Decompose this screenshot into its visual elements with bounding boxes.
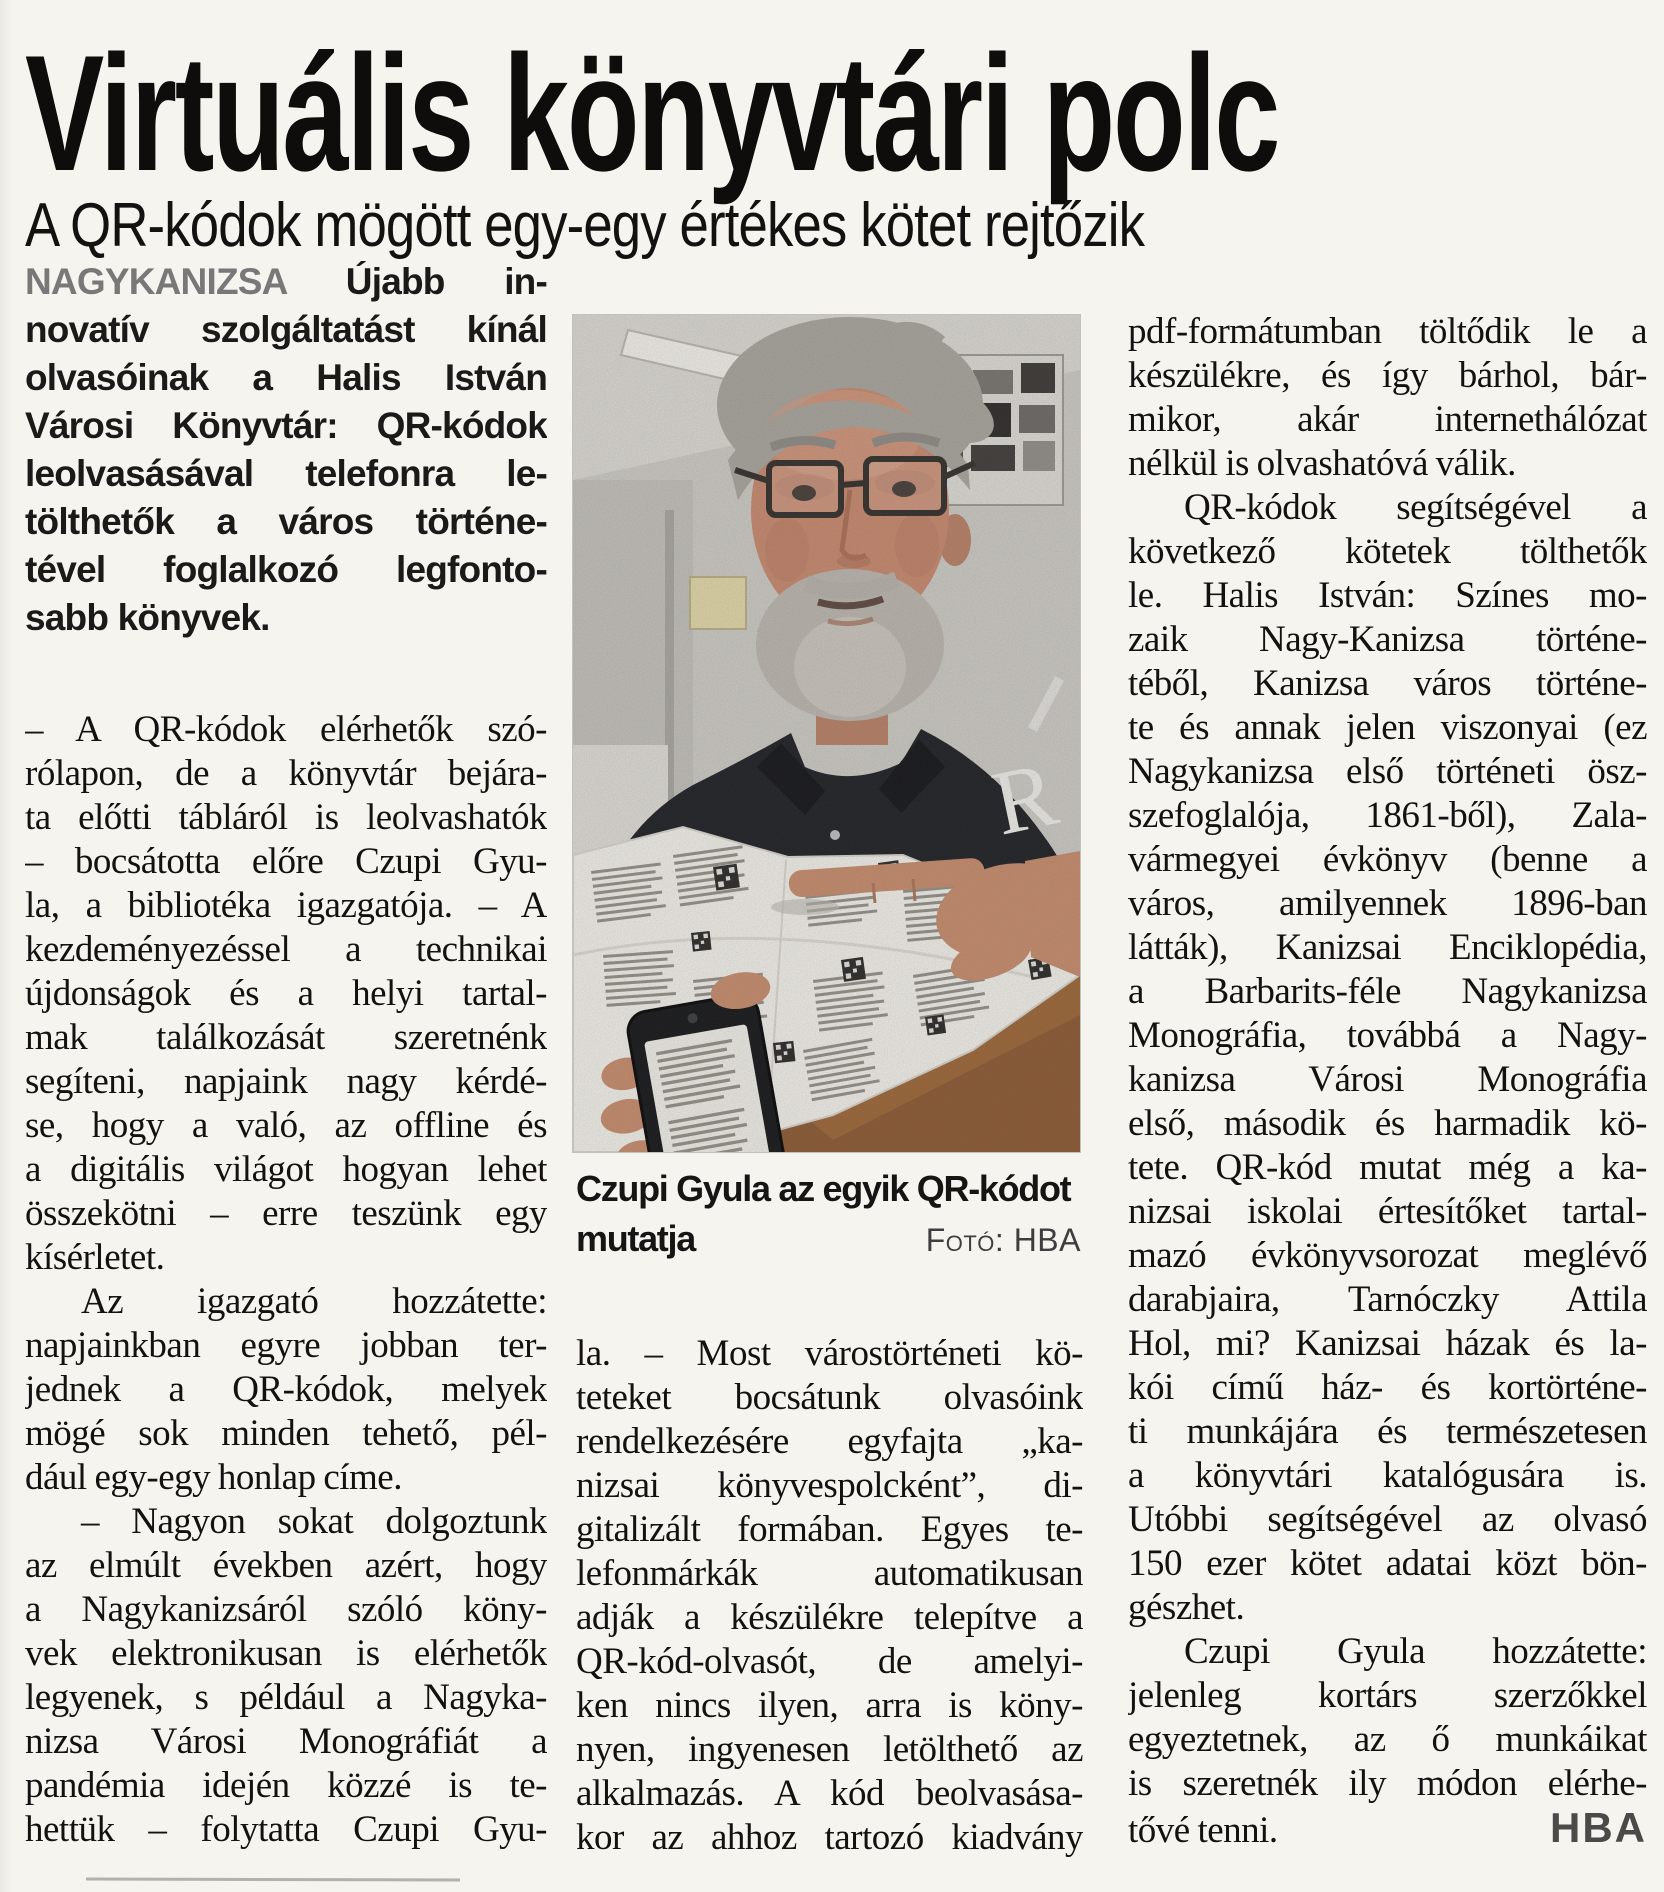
body-line: kezdeményezéssel a technikai — [25, 929, 547, 970]
body-line: szefoglalója, 1861-ből), Zala- — [1128, 795, 1647, 836]
body-line: – Nagyon sokat dolgoztunk — [81, 1501, 547, 1542]
body-line: nyen, ingyenesen letölthető az — [576, 1729, 1083, 1770]
body-line: novatív szolgáltatást kínál — [25, 309, 547, 350]
body-line: kói című ház- és kortörténe- — [1128, 1367, 1647, 1408]
body-line: rólapon, de a könyvtár bejára- — [25, 753, 547, 794]
body-line: Nagykanizsa első történeti ösz- — [1128, 751, 1647, 792]
body-line: jelenleg kortárs szerzőkkel — [1128, 1675, 1647, 1716]
column-3 — [1128, 310, 1647, 1880]
body-line: nizsai iskolai értesítőket tartal- — [1128, 1191, 1647, 1232]
body-line: leolvasásával telefonra le- — [25, 453, 547, 494]
body-line: kísérletet. — [25, 1237, 165, 1278]
body-line: darabjaira, Tarnóczky Attila — [1128, 1279, 1647, 1320]
body-line: mazó évkönyvsorozat meglévő — [1128, 1235, 1647, 1276]
paragraph — [576, 1332, 1083, 1860]
subheadline — [25, 192, 1342, 260]
paragraph — [25, 1500, 547, 1852]
body-line: az elmúlt években azért, hogy — [25, 1545, 547, 1586]
body-line: pandémia idején közzé is te- — [25, 1765, 547, 1806]
body-line: sabb könyvek. — [25, 597, 270, 638]
body-line: – A QR-kódok elérhetők szó- — [25, 709, 547, 750]
body-line: tete. QR-kód mutat még a ka- — [1128, 1147, 1647, 1188]
body-line: a Barbarits-féle Nagykanizsa — [1128, 971, 1647, 1012]
body-line: a digitális világot hogyan lehet — [25, 1149, 547, 1190]
author-signature: HBA — [1550, 1804, 1647, 1851]
body-line: pdf-formátumban töltődik le a — [1128, 311, 1647, 352]
body-line: mikor, akár internethálózat — [1128, 399, 1647, 440]
paragraph — [25, 1280, 547, 1500]
body-line: kor az ahhoz tartozó kiadvány — [576, 1817, 1083, 1858]
body-line: nizsa Városi Monográfiát a — [25, 1721, 547, 1762]
body-line: vek elektronikusan is elérhetők — [25, 1633, 547, 1674]
body-line: újdonságok és a helyi tartal- — [25, 973, 547, 1014]
body-line: első, második és harmadik kö- — [1128, 1103, 1647, 1144]
body-line: összekötni – erre teszünk egy — [25, 1193, 547, 1234]
column-2 — [576, 1332, 1083, 1880]
body-line: dául egy-egy honlap címe. — [25, 1457, 402, 1498]
paragraph — [1128, 310, 1647, 486]
body-line: látták), Kanizsai Enciklopédia, — [1128, 927, 1647, 968]
body-line: Monográfia, továbbá a Nagy- — [1128, 1015, 1647, 1056]
caption-line-2-text: mutatja — [576, 1218, 695, 1259]
body-line: nizsai könyvespolcként”, di- — [576, 1465, 1083, 1506]
caption-line-1: Czupi Gyula az egyik QR-kódot — [576, 1168, 1071, 1209]
paragraph — [1128, 486, 1647, 1630]
article-photo — [573, 315, 1080, 1152]
body-line: ken nincs ilyen, arra is köny- — [576, 1685, 1083, 1726]
scan-artifact-line — [86, 1878, 460, 1882]
photo-grain-overlay — [573, 315, 1080, 1152]
body-line: gészhet. — [1128, 1587, 1245, 1628]
lede-paragraph — [25, 258, 547, 642]
body-line: mak találkozását szeretnénk — [25, 1017, 547, 1058]
body-line: is szeretnék ily módon elérhe- — [1128, 1763, 1647, 1804]
body-line: vármegyei évkönyv (benne a — [1128, 839, 1647, 880]
photo-credit: Fotó: HBA — [925, 1222, 1081, 1258]
body-line: gitalizált formában. Egyes te- — [576, 1509, 1083, 1550]
body-line: segíteni, napjaink nagy kérdé- — [25, 1061, 547, 1102]
body-line: – bocsátotta előre Czupi Gyu- — [25, 841, 547, 882]
lede-first-line-rest: Újabb in- — [345, 261, 547, 302]
body-line: ti munkájára és természetesen — [1128, 1411, 1647, 1452]
lede-first-line — [25, 258, 547, 306]
body-line: Az igazgató hozzátette: — [81, 1281, 547, 1322]
body-line: jednek a QR-kódok, melyek — [25, 1369, 547, 1410]
body-line: lefonmárkák automatikusan — [576, 1553, 1083, 1594]
body-line: teteket bocsátunk olvasóink — [576, 1377, 1083, 1418]
body-line: tével foglalkozó legfonto- — [25, 549, 547, 590]
caption-line-2 — [576, 1214, 1081, 1265]
body-line: kanizsa Városi Monográfia — [1128, 1059, 1647, 1100]
paragraph — [25, 306, 547, 642]
photo-caption — [576, 1164, 1081, 1265]
body-line: se, hogy a való, az offline és — [25, 1105, 547, 1146]
body-line: rendelkezésére egyfajta „ka- — [576, 1421, 1083, 1462]
paragraph — [25, 708, 547, 1280]
body-line: város, amilyennek 1896-ban — [1128, 883, 1647, 924]
body-line: QR-kód-olvasót, de amelyi- — [576, 1641, 1083, 1682]
body-line: a könyvtári katalógusára is. — [1128, 1455, 1647, 1496]
body-line: alkalmazás. A kód beolvasása- — [576, 1773, 1083, 1814]
body-line: ta előtti tábláról is leolvashatók — [25, 797, 547, 838]
body-line: Hol, mi? Kanizsai házak és la- — [1128, 1323, 1647, 1364]
body-line: nélkül is olvashatóvá válik. — [1128, 443, 1516, 484]
body-line: mögé sok minden tehető, pél- — [25, 1413, 547, 1454]
body-line: le. Halis István: Színes mo- — [1128, 575, 1647, 616]
body-line: hettük – folytatta Czupi Gyu- — [25, 1809, 547, 1850]
body-line: QR-kódok segítségével a — [1184, 487, 1647, 528]
column-1 — [25, 258, 547, 1872]
body-line: olvasóinak a Halis István — [25, 357, 547, 398]
body-line: la, a bibliotéka igazgatója. – A — [25, 885, 547, 926]
headline-text: Virtuális könyvtári polc — [25, 21, 1279, 206]
body-line: egyeztetnek, az ő munkáikat — [1128, 1719, 1647, 1760]
body-line: legyenek, s például a Nagyka- — [25, 1677, 547, 1718]
body-line: készülékre, és így bárhol, bár- — [1128, 355, 1647, 396]
column-1-body — [25, 708, 547, 1852]
body-line: Utóbbi segítségével az olvasó — [1128, 1499, 1647, 1540]
lede-rest — [25, 306, 547, 642]
body-line: napjainkban egyre jobban ter- — [25, 1325, 547, 1366]
body-line: adják a készülékre telepítve a — [576, 1597, 1083, 1638]
body-line: Városi Könyvtár: QR-kódok — [25, 405, 547, 446]
body-line: zaik Nagy-Kanizsa történe- — [1128, 619, 1647, 660]
body-line: következő kötetek tölthetők — [1128, 531, 1647, 572]
body-line: te és annak jelen viszonyai (ez — [1128, 707, 1647, 748]
body-line: Czupi Gyula hozzátette: — [1184, 1631, 1647, 1672]
paragraph — [1128, 1630, 1647, 1850]
body-line: tölthetők a város történe- — [25, 501, 547, 542]
body-line: 150 ezer kötet adatai közt bön- — [1128, 1543, 1647, 1584]
location-tag: NAGYKANIZSA — [25, 261, 287, 302]
body-line — [1128, 1806, 1647, 1850]
body-line: la. – Most várostörténeti kö- — [576, 1333, 1083, 1374]
body-line: téből, Kanizsa város történe- — [1128, 663, 1647, 704]
headline — [25, 21, 1664, 206]
subheadline-text: A QR-kódok mögött egy-egy értékes kötet rejtőzik — [25, 190, 1145, 260]
body-line-text: tővé tenni. — [1128, 1810, 1278, 1851]
body-line: a Nagykanizsáról szóló köny- — [25, 1589, 547, 1630]
